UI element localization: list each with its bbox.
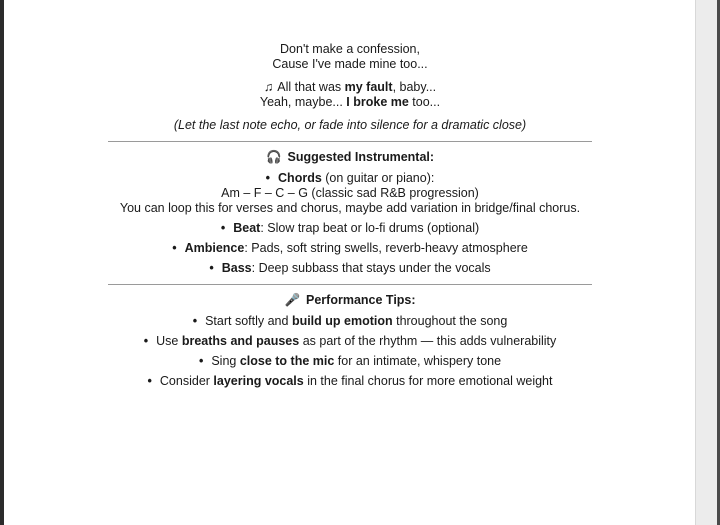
- item-text: : Slow trap beat or lo-fi drums (optional): [260, 221, 480, 235]
- lyric-text: All that was: [277, 80, 345, 94]
- item-text: in the final chorus for more emotional weight: [303, 374, 553, 388]
- bullet: •: [265, 171, 271, 185]
- performance-list: [100, 314, 600, 389]
- lyric-line: Don't make a confession,: [280, 42, 420, 56]
- lyrics-stanza-2: [100, 80, 600, 110]
- item-text: for an intimate, whispery tone: [334, 354, 502, 368]
- document-page: [100, 42, 600, 397]
- item-emphasis: close to the mic: [239, 354, 335, 368]
- bullet: •: [143, 334, 149, 348]
- item-text: (on guitar or piano):: [321, 171, 435, 185]
- performance-heading: [100, 293, 600, 308]
- item-label: Beat: [233, 221, 261, 235]
- item-text: Consider: [159, 374, 214, 388]
- list-item: [100, 171, 600, 216]
- item-emphasis: breaths and pauses: [181, 334, 300, 348]
- list-item: [100, 314, 600, 329]
- item-text: as part of the rhythm — this adds vulnerability: [299, 334, 557, 348]
- list-item: [100, 354, 600, 369]
- window-left-edge: [0, 0, 4, 525]
- item-text: throughout the song: [392, 314, 508, 328]
- list-item: [100, 221, 600, 236]
- bullet: •: [220, 221, 226, 235]
- list-item: [100, 261, 600, 276]
- bullet: •: [198, 354, 204, 368]
- bullet: •: [209, 261, 214, 275]
- lyric-emphasis: I broke me: [346, 95, 409, 109]
- microphone-icon: 🎤: [284, 293, 301, 307]
- music-note-icon: ♫: [263, 80, 274, 94]
- lyric-text: Yeah, maybe...: [259, 95, 347, 109]
- item-emphasis: build up emotion: [291, 314, 393, 328]
- item-text: Use: [156, 334, 182, 348]
- lyric-line: [100, 95, 600, 110]
- performance-direction: (Let the last note echo, or fade into silence for a dramatic close): [173, 118, 527, 132]
- instrumental-list: [100, 171, 600, 276]
- lyric-text: , baby...: [392, 80, 437, 94]
- lyric-emphasis: my fault: [344, 80, 393, 94]
- chord-progression: Am – F – C – G (classic sad R&B progression): [221, 186, 479, 200]
- item-emphasis: layering vocals: [213, 374, 304, 388]
- item-text: Start softly and: [205, 314, 292, 328]
- item-text: : Pads, soft string swells, reverb-heavy atmosphere: [244, 241, 528, 255]
- bullet: •: [172, 241, 177, 255]
- item-label: Chords: [278, 171, 322, 185]
- list-item: [100, 334, 600, 349]
- section-divider: [108, 284, 592, 285]
- list-item: [100, 241, 600, 256]
- instrumental-heading: [100, 150, 600, 165]
- chord-note: You can loop this for verses and chorus, maybe add variation in bridge/final chorus.: [119, 201, 581, 215]
- lyric-line: [100, 80, 600, 95]
- bullet: •: [147, 374, 152, 388]
- list-item: [100, 374, 600, 389]
- heading-text: Suggested Instrumental:: [287, 150, 435, 164]
- bullet: •: [192, 314, 198, 328]
- heading-text: Performance Tips:: [306, 293, 416, 307]
- lyric-line: Cause I've made mine too...: [272, 57, 428, 71]
- item-text: : Deep subbass that stays under the vocals: [251, 261, 491, 275]
- section-divider: [108, 141, 592, 142]
- headphones-icon: 🎧: [265, 150, 282, 164]
- lyric-text: too...: [408, 95, 441, 109]
- lyrics-stanza-1: [100, 42, 600, 72]
- item-text: Sing: [211, 354, 240, 368]
- item-label: Bass: [221, 261, 252, 275]
- item-label: Ambience: [184, 241, 245, 255]
